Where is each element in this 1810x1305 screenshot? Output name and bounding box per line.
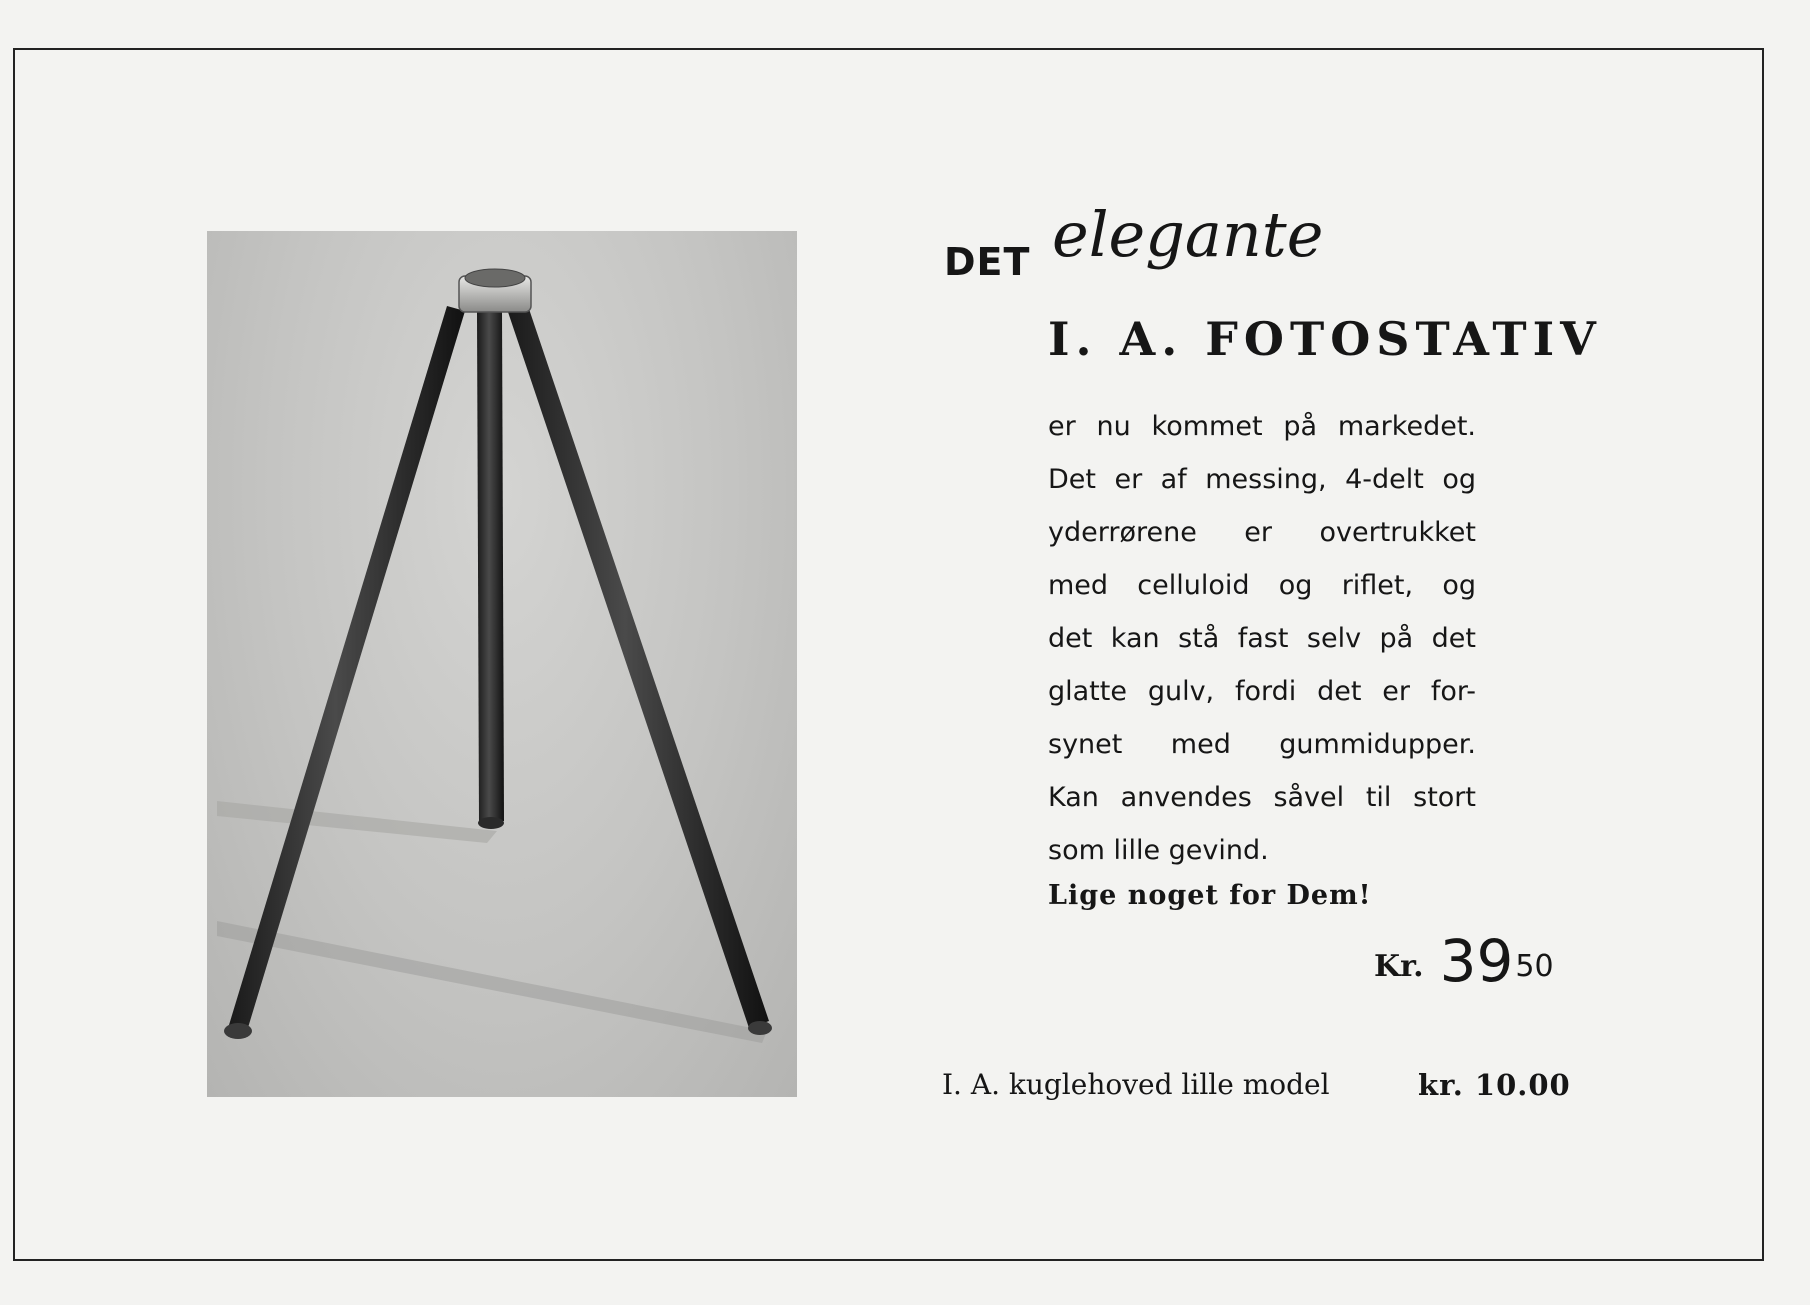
description-line: yderrørene er overtrukket [1048,517,1476,548]
product-description [1048,400,1476,877]
description-line: som lille gevind. [1048,835,1269,866]
slogan: Lige noget for Dem! [1048,880,1372,911]
headline-script-word: elegante [1052,198,1324,271]
description-line: Kan anvendes såvel til stort [1048,782,1476,813]
product-name: I. A. FOTOSTATIV [1048,312,1602,366]
tripod-leg-middle [477,311,504,821]
headline-prefix: DET [944,240,1031,284]
price-main: 39 [1439,927,1514,995]
description-line: glatte gulv, fordi det er for- [1048,676,1476,707]
description-line: er nu kommet på markedet. [1048,411,1476,442]
tripod-leg-left [229,306,465,1031]
accessory-price: kr. 10.00 [1418,1068,1571,1102]
description-line: synet med gummidupper. [1048,729,1476,760]
description-line: det kan stå fast selv på det [1048,623,1476,654]
description-line: med celluloid og riflet, og [1048,570,1476,601]
tripod-leg-right [507,303,769,1028]
tripod-photo [207,231,797,1097]
price [1374,927,1554,995]
price-cents: 50 [1515,949,1554,984]
description-line: Det er af messing, 4-delt og [1048,464,1476,495]
accessory-label: I. A. kuglehoved lille model [942,1068,1330,1101]
price-currency: Kr. [1374,949,1424,984]
